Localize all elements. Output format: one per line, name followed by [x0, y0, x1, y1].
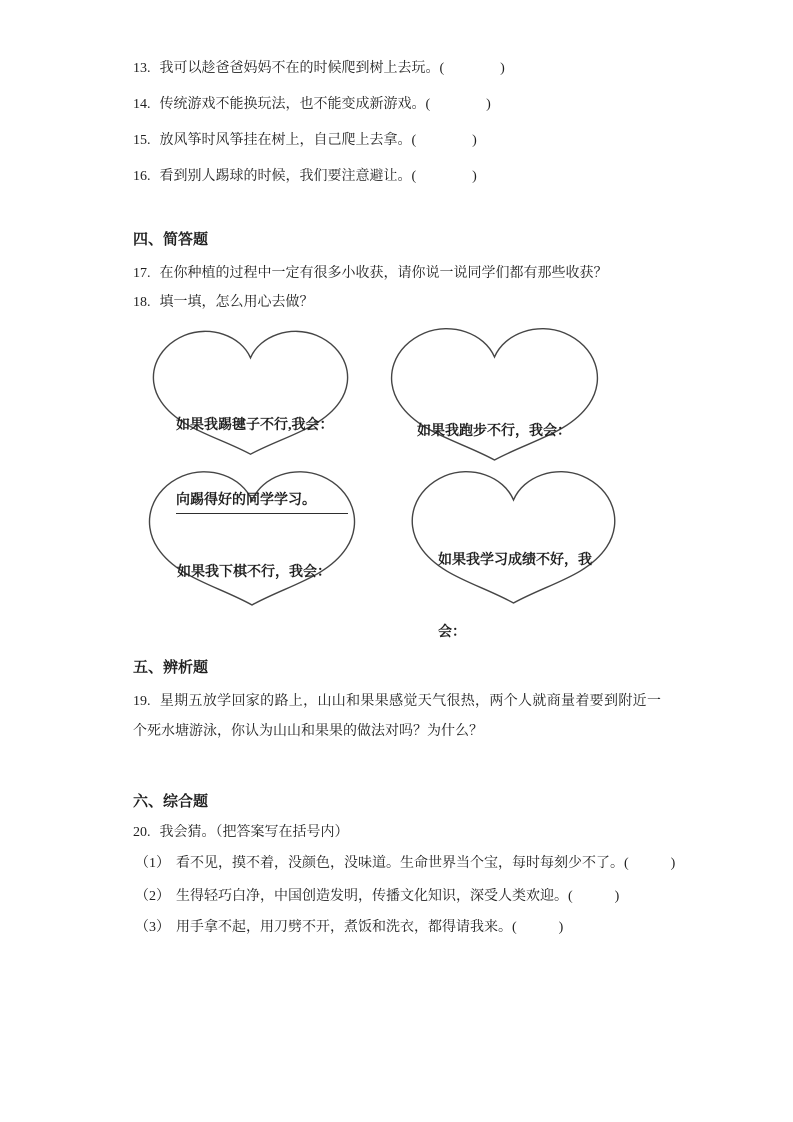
question-19: [133, 687, 661, 747]
heart-2-prompt: 如果我跑步不行，我会：: [417, 424, 571, 439]
riddle-1-number: （1）: [135, 856, 170, 871]
question-14-text: 传统游戏不能换玩法，也不能变成新游戏。( ): [159, 97, 491, 112]
question-19-number: 19.: [133, 694, 151, 709]
question-19-text: 星期五放学回家的路上，山山和果果感觉天气很热，两个人就商量着要到附近一个死水塘游泳，你认为山山和果果的做法对吗？为什么？: [133, 694, 661, 739]
section-4-title: 四、简答题: [133, 232, 209, 248]
question-14: [133, 95, 491, 115]
question-17: [133, 264, 608, 284]
heart-2-text: [417, 369, 571, 494]
question-20-text: 我会猜。（把答案写在括号内）: [159, 825, 349, 840]
heart-3-text: [177, 510, 331, 635]
question-16-text: 看到别人踢球的时候，我们要注意避让。( ): [159, 169, 477, 184]
question-18: [133, 293, 314, 313]
question-17-text: 在你种植的过程中一定有很多小收获，请你说一说同学们都有那些收获？: [159, 266, 608, 281]
riddle-2-text: 生得轻巧白净，中国创造发明，传播文化知识，深受人类欢迎。( ): [176, 889, 620, 904]
question-14-number: 14.: [133, 97, 151, 112]
heart-4-text: [438, 501, 614, 693]
heart-1-prompt: 如果我踢毽子不行,我会：: [176, 418, 334, 433]
question-15-number: 15.: [133, 133, 151, 148]
question-18-number: 18.: [133, 295, 151, 310]
question-13: [133, 59, 505, 79]
riddle-2: [135, 887, 619, 907]
question-18-text: 填一填，怎么用心去做？: [159, 295, 314, 310]
heart-3-prompt: 如果我下棋不行，我会：: [177, 565, 331, 580]
riddle-1-text: 看不见，摸不着，没颜色，没味道。生命世界当个宝，每时每刻少不了。( ): [176, 856, 676, 871]
question-20-number: 20.: [133, 825, 151, 840]
riddle-1: [135, 854, 675, 874]
question-15-text: 放风筝时风筝挂在树上，自己爬上去拿。( ): [159, 133, 477, 148]
section-5-title: 五、辨析题: [133, 660, 209, 676]
heart-1-answer: 向踢得好的同学学习。: [176, 488, 348, 514]
riddle-3: [135, 918, 563, 938]
question-15: [133, 131, 477, 151]
question-16-number: 16.: [133, 169, 151, 184]
riddle-3-text: 用手拿不起，用刀劈不开，煮饭和洗衣，都得请我来。( ): [176, 920, 564, 935]
section-6-title: 六、综合题: [133, 794, 209, 810]
heart-4-prompt-line-2: 会：: [438, 625, 466, 640]
question-13-text: 我可以趁爸爸妈妈不在的时候爬到树上去玩。( ): [159, 61, 505, 76]
riddle-3-number: （3）: [135, 920, 170, 935]
riddle-2-number: （2）: [135, 889, 170, 904]
heart-4-prompt-line-1: 如果我学习成绩不好，我: [438, 553, 592, 568]
question-20: [133, 823, 349, 843]
question-17-number: 17.: [133, 266, 151, 281]
question-13-number: 13.: [133, 61, 151, 76]
question-16: [133, 167, 477, 187]
